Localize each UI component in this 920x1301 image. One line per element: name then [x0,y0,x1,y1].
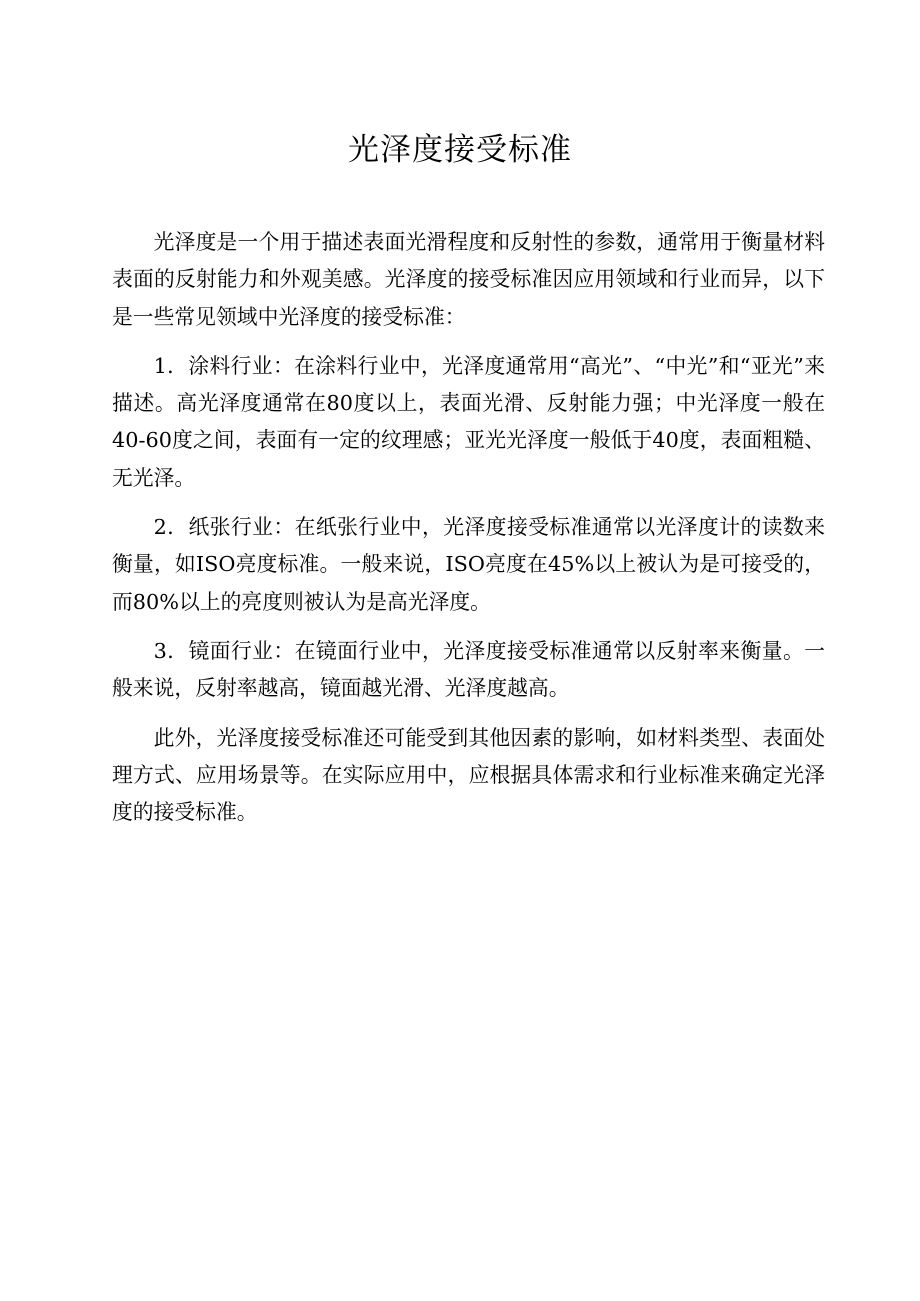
document-body [112,224,825,843]
paragraph-paper-industry: 2．纸张行业：在纸张行业中，光泽度接受标准通常以光泽度计的读数来衡量，如ISO亮度标准。一般来说，ISO亮度在45%以上被认为是可接受的，而80%以上的亮度则被认为是高光泽度。 [112,515,825,614]
paragraph-conclusion: 此外，光泽度接受标准还可能受到其他因素的影响，如材料类型、表面处理方式、应用场景等。在实际应用中，应根据具体需求和行业标准来确定光泽度的接受标准。 [112,725,825,825]
paragraph-coating-industry: 1．涂料行业：在涂料行业中，光泽度通常用“高光”、“中光”和“亚光”来描述。高光泽度通常在80度以上，表面光滑、反射能力强；中光泽度一般在40-60度之间，表面有一定的纹理感；亚光光泽度一般低于40度，表面粗糙、无光泽。 [112,353,825,490]
document-title: 光泽度接受标准 [348,132,572,168]
paragraph-mirror-industry: 3．镜面行业：在镜面行业中，光泽度接受标准通常以反射率来衡量。一般来说，反射率越高，镜面越光滑、光泽度越高。 [112,638,825,701]
paragraph-intro: 光泽度是一个用于描述表面光滑程度和反射性的参数，通常用于衡量材料表面的反射能力和外观美感。光泽度的接受标准因应用领域和行业而异，以下是一些常见领域中光泽度的接受标准： [112,230,825,329]
